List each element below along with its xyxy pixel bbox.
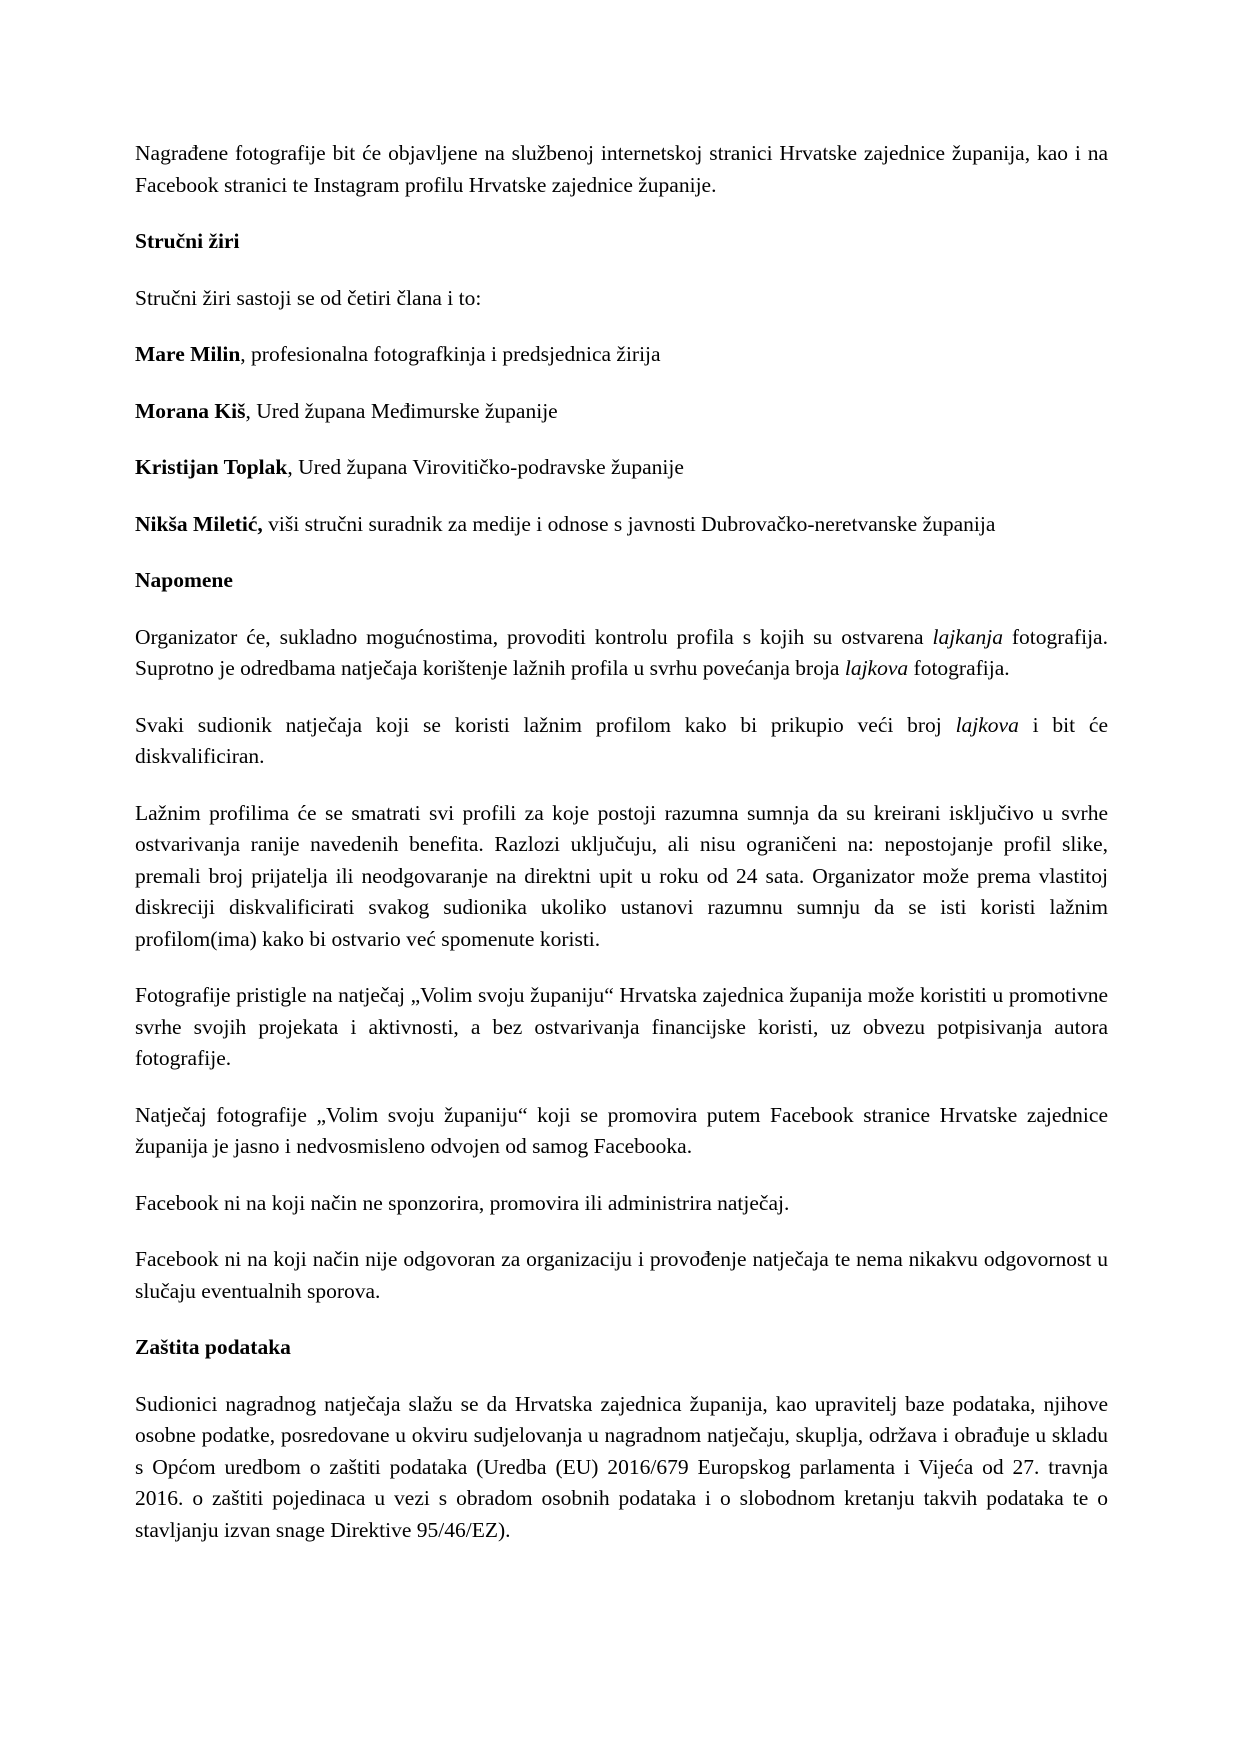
text-run: , profesionalna fotografkinja i predsjednica žirija — [240, 342, 661, 366]
paragraph — [135, 1389, 1108, 1547]
paragraph — [135, 452, 1108, 484]
paragraph — [135, 283, 1108, 315]
text-run: Svaki sudionik natječaja koji se koristi lažnim profilom kako bi prikupio veći broj — [135, 712, 956, 737]
text-run: Kristijan Toplak — [135, 455, 288, 479]
text-run: Morana Kiš — [135, 398, 246, 423]
text-run: Lažnim profilima će se smatrati svi profili za koje postoji razumna sumnja da su kreirani isključivo u svrhe ostvarivanja ranije navedenih benefita. Razlozi uključuju, ali nisu ograničeni na: nepostojanje profil slike, premali broj prijatelja ili neodgovaranje na direktni upit u roku od 24 sata. Organizator može prema vlastitoj diskreciji diskvalificirati svakog sudionika ukoliko ustanovi razumnu sumnju da se isti koristi lažnim profilom(ima) kako bi ostvario već spomenute koristi. — [135, 800, 1108, 951]
text-run: Stručni žiri sastoji se od četiri člana i to: — [135, 285, 482, 310]
text-run: fotografija. Suprotno je odredbama natječaja korištenje lažnih profila u svrhu povećanja broja — [135, 624, 1108, 680]
text-run: Mare Milin — [135, 342, 241, 366]
text-run: , Ured župana Međimurske županije — [245, 398, 558, 423]
section-heading — [135, 565, 1108, 597]
paragraph — [135, 622, 1108, 685]
paragraph — [135, 798, 1108, 956]
section-heading — [135, 1332, 1108, 1364]
text-run: Facebook ni na koji način ne sponzorira, promovira ili administrira natječaj. — [135, 1190, 790, 1215]
paragraph — [135, 710, 1108, 773]
text-run: Organizator će, sukladno mogućnostima, provoditi kontrolu profila s kojih su ostvarena — [135, 624, 933, 649]
text-run: , Ured župana Virovitičko-podravske županije — [287, 455, 684, 479]
paragraph — [135, 396, 1108, 428]
paragraph — [135, 980, 1108, 1075]
text-run: i bit će diskvalificiran. — [135, 712, 1108, 768]
text-run: viši stručni suradnik za medije i odnose s javnosti Dubrovačko-neretvanske županija — [262, 511, 996, 536]
document-body — [135, 138, 1108, 1546]
text-run: Nikša Miletić, — [135, 511, 263, 536]
text-run: Zaštita podataka — [135, 1335, 291, 1359]
text-run: fotografija. — [908, 656, 1010, 680]
text-run: Stručni žiri — [135, 229, 240, 253]
text-run: Fotografije pristigle na natječaj „Volim svoju županiju“ Hrvatska zajednica županija može koristiti u promotivne svrhe svojih projekata i aktivnosti, a bez ostvarivanja financijske koristi, uz obvezu potpisivanja autora fotografije. — [135, 983, 1108, 1070]
text-run: Sudionici nagradnog natječaja slažu se da Hrvatska zajednica županija, kao upravitelj baze podataka, njihove osobne podatke, posredovane u okviru sudjelovanja u nagradnom natječaju, skuplja, održava i obrađuje u skladu s Općom uredbom o zaštiti podataka (Uredba (EU) 2016/679 Europskog parlamenta i Vijeća od 27. travnja 2016. o zaštiti pojedinaca u vezi s obradom osobnih podataka i o slobodnom kretanju takvih podataka te o stavljanju izvan snage Direktive 95/46/EZ). — [135, 1391, 1108, 1542]
paragraph — [135, 1188, 1108, 1220]
text-run: Napomene — [135, 568, 233, 592]
text-run: Natječaj fotografije „Volim svoju županiju“ koji se promovira putem Facebook stranice Hrvatske zajednice županija je jasno i nedvosmisleno odvojen od samog Facebooka. — [135, 1102, 1108, 1158]
section-heading — [135, 226, 1108, 258]
text-run: Facebook ni na koji način nije odgovoran za organizaciju i provođenje natječaja te nema nikakvu odgovornost u slučaju eventualnih sporova. — [135, 1247, 1108, 1303]
paragraph — [135, 509, 1108, 541]
paragraph — [135, 138, 1108, 201]
paragraph — [135, 1100, 1108, 1163]
text-run: Nagrađene fotografije bit će objavljene na službenoj internetskoj stranici Hrvatske zajednice županija, kao i na Facebook stranici te Instagram profilu Hrvatske zajednice županije. — [135, 141, 1108, 197]
text-run: lajkanja — [932, 624, 1003, 649]
text-run: lajkova — [955, 712, 1019, 737]
paragraph — [135, 339, 1108, 371]
text-run: lajkova — [844, 656, 909, 680]
paragraph — [135, 1244, 1108, 1307]
